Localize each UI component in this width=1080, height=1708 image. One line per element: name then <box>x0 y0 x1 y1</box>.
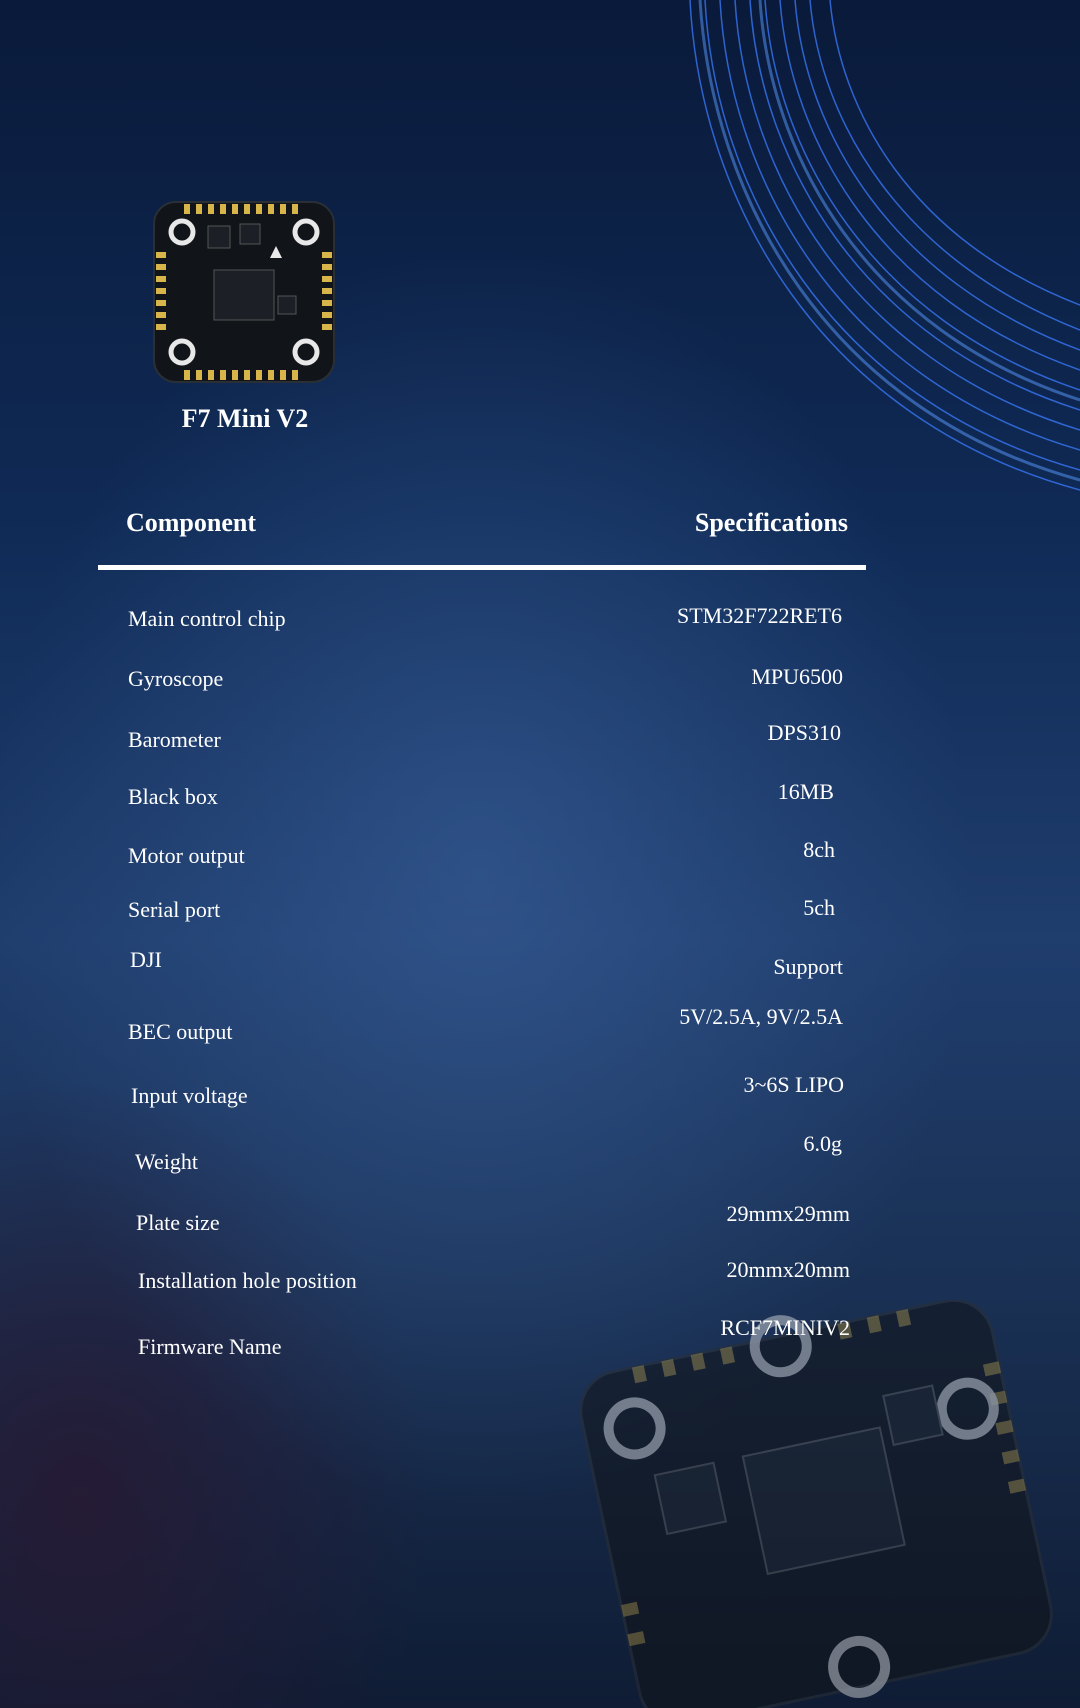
row-spec-serial-port: 5ch <box>803 895 835 920</box>
row-component-installation-hole-position: Installation hole position <box>138 1268 357 1293</box>
row-component-barometer: Barometer <box>128 727 221 752</box>
row-spec-bec-output: 5V/2.5A, 9V/2.5A <box>679 1004 843 1029</box>
flight-controller-board-background-image <box>580 1300 1080 1708</box>
row-spec-motor-output: 8ch <box>803 837 835 862</box>
row-spec-firmware-name: RCF7MINIV2 <box>720 1315 850 1340</box>
header-divider <box>98 565 866 570</box>
row-component-weight: Weight <box>135 1149 198 1174</box>
row-spec-black-box: 16MB <box>777 779 834 804</box>
column-header-specifications: Specifications <box>694 508 848 537</box>
row-component-black-box: Black box <box>128 784 218 809</box>
row-component-firmware-name: Firmware Name <box>138 1334 282 1359</box>
row-component-serial-port: Serial port <box>128 897 221 922</box>
row-spec-main-control-chip: STM32F722RET6 <box>676 603 842 628</box>
row-spec-plate-size: 29mmx29mm <box>726 1201 850 1226</box>
row-spec-installation-hole-position: 20mmx20mm <box>726 1257 850 1282</box>
row-component-bec-output: BEC output <box>128 1019 233 1044</box>
row-component-plate-size: Plate size <box>136 1210 220 1235</box>
row-component-motor-output: Motor output <box>128 843 245 868</box>
row-component-gyroscope: Gyroscope <box>128 666 224 691</box>
row-component-dji: DJI <box>130 947 162 972</box>
row-spec-dji: Support <box>773 954 843 979</box>
column-header-component: Component <box>126 508 257 537</box>
product-title: F7 Mini V2 <box>181 404 309 433</box>
row-spec-gyroscope: MPU6500 <box>751 664 843 689</box>
row-spec-weight: 6.0g <box>803 1131 842 1156</box>
row-component-input-voltage: Input voltage <box>131 1083 248 1108</box>
row-spec-barometer: DPS310 <box>767 720 841 745</box>
flight-controller-board-image <box>148 196 340 388</box>
row-component-main-control-chip: Main control chip <box>128 606 286 631</box>
row-spec-input-voltage: 3~6S LIPO <box>743 1072 844 1097</box>
